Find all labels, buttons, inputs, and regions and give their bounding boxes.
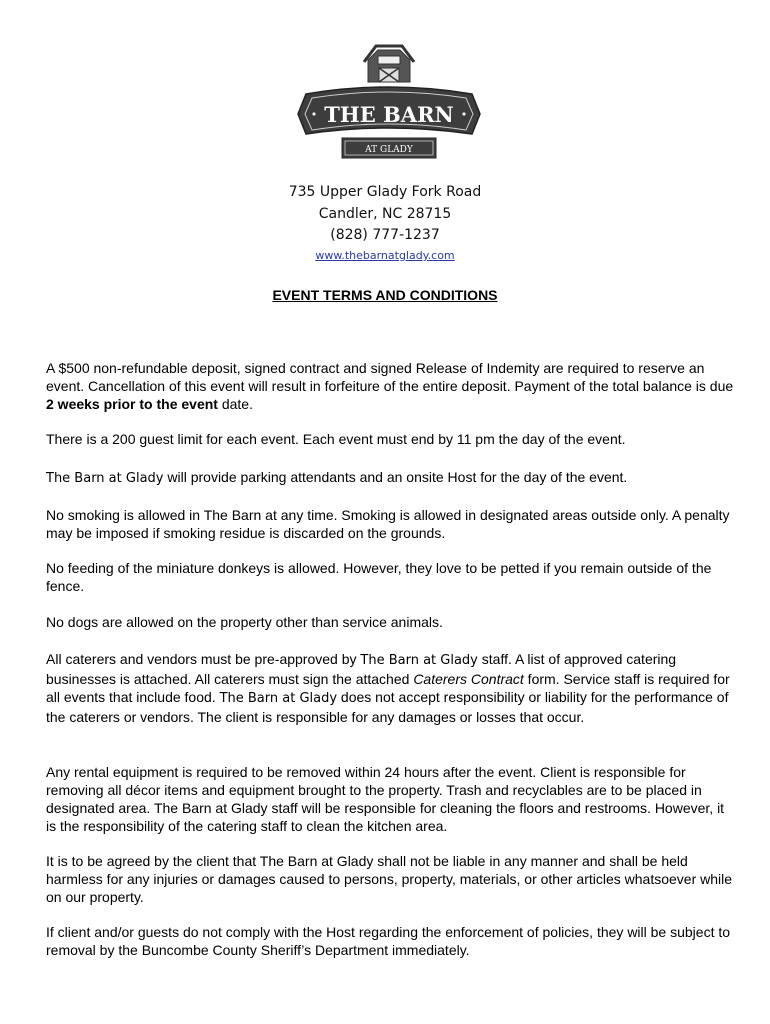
paragraph-caterers: All caterers and vendors must be pre-approved by The Barn at Glady staff. A list of approved catering businesses is attached. All caterers must sign the attached Caterers Contract form. Service staff is required for all events that include food. The Barn at Glady does not accept responsibility or liability for the performance of the caterers or vendors. The client is responsible for any damages or losses that occur. xyxy=(46,651,730,725)
paragraph-compliance: If client and/or guests do not comply with the Host regarding the enforcement of policies, they will be subject to removal by the Buncombe County Sheriff’s Department immediately. xyxy=(46,924,731,958)
address-phone: (828) 777-1237 xyxy=(330,227,440,243)
logo-name-text: THE BARN xyxy=(324,102,454,127)
brand-name: The Barn at Glady xyxy=(219,691,338,706)
paragraph-smoking: No smoking is allowed in The Barn at any time. Smoking is allowed in designated areas outside only. A penalty may be imposed if smoking residue is discarded on the grounds. xyxy=(46,507,730,541)
barn-logo xyxy=(292,42,486,164)
paragraph-parking: The Barn at Glady will provide parking attendants and an onsite Host for the day of the event. xyxy=(46,469,628,486)
paragraph-guest-limit: There is a 200 guest limit for each event. Each event must end by 11 pm the day of the event. xyxy=(46,431,626,447)
page-title: EVENT TERMS AND CONDITIONS xyxy=(272,287,498,303)
paragraph-deposit: A $500 non-refundable deposit, signed contract and signed Release of Indemity are required to reserve an event. Cancellation of this event will result in forfeiture of the entire deposit. Payment of the total balance is due 2 weeks prior to the event date. xyxy=(46,360,734,412)
paragraph-dogs: No dogs are allowed on the property other than service animals. xyxy=(46,614,443,630)
paragraph-rental-equipment: Any rental equipment is required to be removed within 24 hours after the event. Client is responsible for removing all décor items and equipment brought to the property. Trash and recyclables are to be placed in designated area. The Barn at Glady staff will be responsible for cleaning the floors and restrooms. However, it is the responsibility of the catering staff to clean the kitchen area. xyxy=(46,764,725,834)
brand-name: The Barn at Glady xyxy=(46,471,164,486)
caterers-contract-italic: Caterers Contract xyxy=(413,671,524,687)
brand-name: The Barn at Glady xyxy=(360,653,478,668)
address-street: 735 Upper Glady Fork Road xyxy=(288,184,482,200)
website-link[interactable]: www.thebarnatglady.com xyxy=(315,249,455,262)
paragraph-liability: It is to be agreed by the client that The Barn at Glady shall not be liable in any manner and shall be held harmless for any injuries or damages caused to persons, property, materials, or other articles whatsoever while on our property. xyxy=(46,853,733,905)
logo-sub-text: AT GLADY xyxy=(365,145,413,155)
deposit-deadline-bold: 2 weeks prior to the event xyxy=(46,396,218,412)
paragraph-donkeys: No feeding of the miniature donkeys is allowed. However, they love to be petted if you remain outside of the fence. xyxy=(46,560,712,594)
address-city: Candler, NC 28715 xyxy=(318,206,452,222)
